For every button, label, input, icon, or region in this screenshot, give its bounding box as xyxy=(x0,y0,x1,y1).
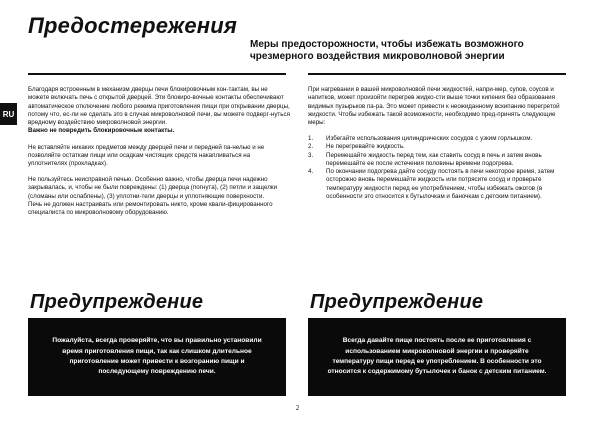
paragraph-liquids-intro: При нагревании в вашей микроволновой печи жидкостей, напри-мер, супов, соусов и напитков, может произойти перегрев жидко-сти выше точки кипения без образования видимых пузырьков па-ра. Это может привести к неожиданному вскипанию перегретой жидкости. Чтобы избежать такой возможности, необходимо пред-принять следующие меры: xyxy=(308,86,560,127)
paragraph-interlock-warning: Важно не повредить блокировочные контакты. xyxy=(28,127,175,135)
list-item xyxy=(308,168,566,201)
warning-text-right: Всегда давайте пище постоять после ее приготовления с использованием микроволновой энергии и проверяйте температуру пищи перед ее употреблением. В особенности это относится к содержимому бутылочек и банок с детским питанием. xyxy=(327,337,547,376)
left-column xyxy=(28,86,290,225)
page-number: 2 xyxy=(295,404,300,412)
language-badge: RU xyxy=(0,103,17,125)
right-column xyxy=(308,86,566,201)
paragraph-service: Печь не должен настраивать или ремонтировать никто, кроме квали-фицированного специалиста по микроволновому оборудованию. xyxy=(28,201,273,217)
paragraph-seals: Не вставляйте никаких предметов между дверцей печи и передней па-нелью и не позволяйте остаткам пищи или осадкам чистящих средств накапливаться на уплотнителях (прокладках). xyxy=(28,143,265,168)
step-number: 4. xyxy=(308,168,314,176)
list-item xyxy=(308,135,566,143)
list-item xyxy=(308,143,566,151)
header-rule-left xyxy=(28,73,286,75)
step-number: 1. xyxy=(308,134,314,142)
warning-title-right: Предупреждение xyxy=(310,291,484,313)
step-number: 3. xyxy=(308,151,314,159)
step-text: Не перегревайте жидкость. xyxy=(326,143,405,151)
warning-text-left: Пожалуйста, всегда проверяйте, что вы правильно установили время приготовления пищи, так как слишком длительное приготовление может привести к возгоранию пищи и последующему повреждению печи. xyxy=(52,337,262,376)
paragraph-interlock: Благодаря встроенным в механизм дверцы печи блокировочным кон-тактам, вы не можете включать печь с открытой дверцей. Эти блокиро-вочные контакты обеспечивают автоматическое отключение любого режима приготовления пищи при открывании дверцы, потому что, ес-ли не сделать это в случае микроволновой печи, вы можете подверг-нуться вредному воздействию микроволновой энергии. xyxy=(28,86,290,127)
step-text: По окончании подогрева дайте сосуду постоять в печи некоторое время, затем осторожно вновь перемешайте жидкость или потрясите сосуд и проверьте температуру жидкости перед ее употреблением, чтобы избежать ожогов (в особенности это относится к бутылочкам и баночкам с детским питанием). xyxy=(326,168,555,201)
step-text: Избегайте использования цилиндрических сосудов с узким горлышком. xyxy=(326,134,533,142)
warning-box-left xyxy=(28,318,286,396)
paragraph-damaged-oven: Не пользуйтесь неисправной печью. Особенно важно, чтобы дверца печи надежно закрывалась, и, чтобы не были повреждены: (1) дверца (погнута), (2) петли и защелки (сломаны или ослаблены), (3) уплотни-тели дверцы и уплотняющие поверхности. xyxy=(28,176,277,200)
warning-box-right xyxy=(308,318,566,396)
list-item xyxy=(308,152,566,169)
step-text: Перемешайте жидкость перед тем, как ставить сосуд в печь и затем вновь перемешайте ее после истечения половины времени подогрева. xyxy=(326,151,542,167)
header-rule-right xyxy=(308,73,566,75)
section-subtitle: Меры предосторожности, чтобы избежать возможного чрезмерного воздействия микроволновой энергии xyxy=(250,39,524,62)
warning-title-left: Предупреждение xyxy=(30,291,204,313)
step-number: 2. xyxy=(308,143,314,151)
precaution-steps-list xyxy=(308,135,566,201)
page-title: Предостережения xyxy=(28,13,238,38)
